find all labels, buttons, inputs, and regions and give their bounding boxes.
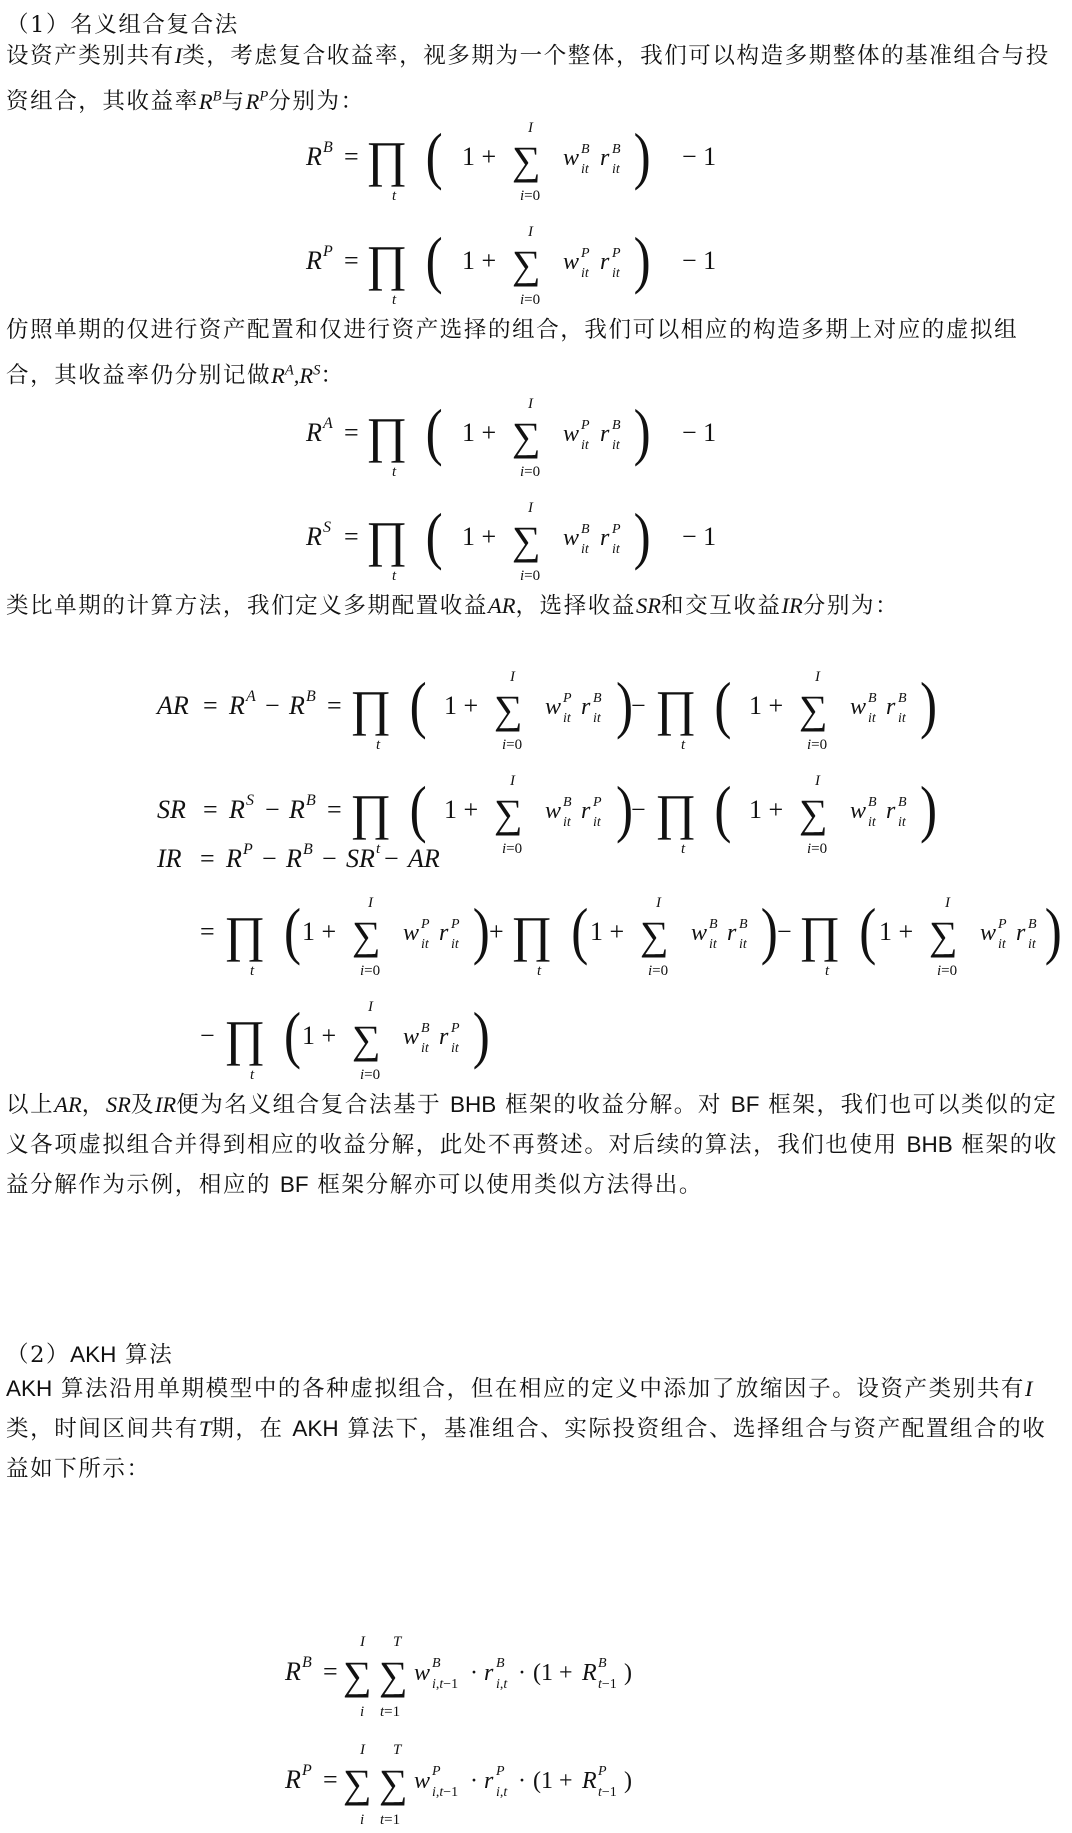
svg-text:R: R — [286, 844, 302, 873]
svg-text:(: ( — [859, 894, 877, 967]
equation-IR-line3 — [200, 999, 490, 1083]
svg-text:=: = — [344, 246, 359, 275]
svg-text:i,t: i,t — [496, 1785, 508, 1800]
svg-text:P: P — [581, 246, 590, 261]
svg-text:P: P — [451, 1021, 460, 1036]
svg-text:it: it — [898, 711, 906, 726]
svg-text:(: ( — [409, 668, 427, 741]
svg-text:i=0: i=0 — [520, 292, 541, 308]
svg-text:∏: ∏ — [655, 680, 697, 736]
svg-text:i=0: i=0 — [807, 737, 828, 753]
svg-text:): ) — [633, 223, 651, 296]
svg-text:it: it — [868, 711, 876, 726]
svg-text:− 1: − 1 — [682, 418, 717, 447]
svg-text:R: R — [229, 691, 245, 720]
svg-text:∑: ∑ — [640, 913, 669, 958]
svg-text:S: S — [246, 792, 254, 809]
svg-text:=: = — [203, 795, 218, 824]
svg-text:− 1: − 1 — [682, 522, 717, 551]
svg-text:it: it — [581, 266, 589, 281]
svg-text:P: P — [612, 522, 621, 537]
svg-text:∏: ∏ — [366, 511, 408, 567]
svg-text:=: = — [327, 691, 342, 720]
svg-text:): ) — [633, 119, 651, 192]
svg-text:i,t−1: i,t−1 — [432, 1785, 459, 1800]
svg-text:P: P — [432, 1764, 441, 1779]
equation-AR — [155, 669, 937, 753]
svg-text:I: I — [528, 396, 533, 412]
svg-text:B: B — [432, 1656, 441, 1671]
svg-text:P: P — [998, 917, 1007, 932]
svg-text:1 +: 1 + — [749, 691, 784, 720]
svg-text:− 1: − 1 — [682, 246, 717, 275]
svg-text:T: T — [393, 1742, 402, 1758]
svg-text:∑: ∑ — [929, 913, 958, 958]
svg-text:w: w — [403, 920, 420, 946]
svg-text:A: A — [323, 415, 333, 432]
svg-text:·: · — [470, 1660, 478, 1686]
svg-text:w: w — [563, 145, 580, 171]
svg-text:r: r — [600, 421, 610, 447]
svg-text:r: r — [439, 1024, 449, 1050]
svg-text:B: B — [306, 792, 316, 809]
svg-text:=: = — [203, 691, 218, 720]
svg-text:∑: ∑ — [799, 791, 828, 836]
svg-text:w: w — [403, 1024, 420, 1050]
svg-text:i=0: i=0 — [360, 963, 381, 979]
svg-text:I: I — [360, 1634, 365, 1650]
svg-text:−: − — [265, 795, 280, 824]
svg-text:−: − — [777, 917, 792, 946]
svg-text:=: = — [344, 522, 359, 551]
svg-text:r: r — [581, 798, 591, 824]
svg-text:i=0: i=0 — [520, 568, 541, 584]
analogy-paragraph: 类比单期的计算方法，我们定义多期配置收益AR，选择收益SR和交互收益IR分别为： — [6, 593, 900, 619]
svg-text:∏: ∏ — [224, 906, 266, 962]
svg-text:∏: ∏ — [350, 784, 392, 840]
svg-text:(1 +: (1 + — [533, 1660, 573, 1686]
svg-text:+: + — [489, 917, 504, 946]
svg-text:B: B — [563, 795, 572, 810]
svg-text:P: P — [593, 795, 602, 810]
svg-text:r: r — [886, 694, 896, 720]
svg-text:∏: ∏ — [366, 235, 408, 291]
svg-text:=: = — [344, 142, 359, 171]
svg-text:w: w — [850, 694, 867, 720]
svg-text:(: ( — [714, 668, 732, 741]
equation-RA — [305, 396, 716, 480]
svg-text:A: A — [246, 688, 256, 705]
svg-text:t: t — [681, 737, 686, 753]
svg-text:=: = — [344, 418, 359, 447]
svg-text:t: t — [392, 188, 397, 204]
svg-text:it: it — [612, 542, 620, 557]
svg-text:w: w — [980, 920, 997, 946]
svg-text:t: t — [250, 963, 255, 979]
svg-text:=: = — [200, 844, 215, 873]
svg-text:∏: ∏ — [511, 906, 553, 962]
svg-text:w: w — [414, 1660, 431, 1686]
svg-text:I: I — [528, 224, 533, 240]
svg-text:B: B — [598, 1656, 607, 1671]
svg-text:P: P — [612, 246, 621, 261]
svg-text:i=0: i=0 — [520, 464, 541, 480]
svg-text:1 +: 1 + — [749, 795, 784, 824]
svg-text:∑: ∑ — [379, 1761, 408, 1806]
svg-text:I: I — [368, 895, 373, 911]
svg-text:I: I — [815, 773, 820, 789]
svg-text:P: P — [496, 1764, 505, 1779]
svg-text:B: B — [593, 691, 602, 706]
svg-text:it: it — [593, 711, 601, 726]
svg-text:it: it — [612, 438, 620, 453]
svg-text:r: r — [600, 525, 610, 551]
svg-text:R: R — [229, 795, 245, 824]
svg-text:): ) — [920, 772, 938, 845]
svg-text:B: B — [303, 841, 313, 858]
svg-text:(: ( — [425, 119, 443, 192]
svg-text:r: r — [886, 798, 896, 824]
svg-text:t=1: t=1 — [380, 1704, 401, 1720]
akh-paragraph: AKH 算法沿用单期模型中的各种虚拟组合，但在相应的定义中添加了放缩因子。设资产类别共有I类，时间区间共有T期，在 AKH 算法下，基准组合、实际投资组合、选择组合与资产配置组合的收益如下所示： — [6, 1376, 1047, 1482]
svg-text:=: = — [323, 1765, 338, 1794]
svg-text:∏: ∏ — [366, 131, 408, 187]
svg-text:(1 +: (1 + — [533, 1768, 573, 1794]
equation-AKH-RP — [284, 1742, 632, 1828]
svg-text:∑: ∑ — [799, 687, 828, 732]
svg-text:−: − — [631, 795, 646, 824]
svg-text:): ) — [624, 1768, 632, 1794]
svg-text:w: w — [563, 525, 580, 551]
svg-text:it: it — [709, 937, 717, 952]
svg-text:∏: ∏ — [224, 1010, 266, 1066]
svg-text:I: I — [528, 500, 533, 516]
svg-text:B: B — [868, 795, 877, 810]
svg-text:r: r — [600, 249, 610, 275]
svg-text:i=0: i=0 — [520, 188, 541, 204]
svg-text:): ) — [616, 668, 634, 741]
svg-text:t: t — [537, 963, 542, 979]
svg-text:∏: ∏ — [799, 906, 841, 962]
svg-text:it: it — [451, 1041, 459, 1056]
svg-text:R: R — [285, 1657, 301, 1686]
svg-text:1 +: 1 + — [590, 917, 625, 946]
svg-text:R: R — [582, 1660, 597, 1686]
svg-text:·: · — [470, 1768, 478, 1794]
svg-text:1 +: 1 + — [302, 917, 337, 946]
svg-text:(: ( — [409, 772, 427, 845]
svg-text:∑: ∑ — [379, 1653, 408, 1698]
svg-text:∑: ∑ — [512, 138, 541, 183]
svg-text:i=0: i=0 — [502, 841, 523, 857]
svg-text:t=1: t=1 — [380, 1812, 401, 1828]
svg-text:=: = — [327, 795, 342, 824]
svg-text:): ) — [760, 894, 778, 967]
svg-text:it: it — [581, 542, 589, 557]
svg-text:r: r — [581, 694, 591, 720]
equation-RB — [305, 120, 716, 204]
svg-text:B: B — [496, 1656, 505, 1671]
svg-text:SR: SR — [346, 844, 375, 873]
svg-text:I: I — [510, 773, 515, 789]
svg-text:(: ( — [425, 395, 443, 468]
svg-text:∏: ∏ — [655, 784, 697, 840]
svg-text:it: it — [998, 937, 1006, 952]
svg-text:1 +: 1 + — [879, 917, 914, 946]
svg-text:it: it — [421, 937, 429, 952]
svg-text:w: w — [414, 1768, 431, 1794]
equation-IR-line1 — [156, 841, 440, 873]
svg-text:1 +: 1 + — [302, 1021, 337, 1050]
svg-text:it: it — [563, 711, 571, 726]
svg-text:(: ( — [571, 894, 589, 967]
svg-text:t: t — [392, 464, 397, 480]
svg-text:I: I — [656, 895, 661, 911]
svg-text:r: r — [600, 145, 610, 171]
svg-text:R: R — [226, 844, 242, 873]
svg-text:I: I — [368, 999, 373, 1015]
svg-text:r: r — [1016, 920, 1026, 946]
equation-RS — [305, 500, 716, 584]
svg-text:∑: ∑ — [343, 1653, 372, 1698]
svg-text:1 +: 1 + — [444, 795, 479, 824]
svg-text:P: P — [581, 418, 590, 433]
svg-text:): ) — [616, 772, 634, 845]
equation-IR-line2 — [200, 895, 1062, 979]
svg-text:B: B — [898, 691, 907, 706]
svg-text:R: R — [306, 522, 322, 551]
svg-text:(: ( — [425, 499, 443, 572]
svg-text:i=0: i=0 — [648, 963, 669, 979]
svg-text:−: − — [322, 844, 337, 873]
svg-text:r: r — [727, 920, 737, 946]
svg-text:1 +: 1 + — [462, 246, 497, 275]
intro-paragraph: 设资产类别共有I类，考虑复合收益率，视多期为一个整体，我们可以构造多期整体的基准组合与投资组合，其收益率$R^B$与$R^P$分别为： — [6, 43, 1050, 115]
svg-text:B: B — [739, 917, 748, 932]
svg-text:∑: ∑ — [494, 687, 523, 732]
svg-text:R: R — [306, 418, 322, 447]
svg-text:w: w — [563, 249, 580, 275]
svg-text:B: B — [306, 688, 316, 705]
svg-text:t: t — [392, 568, 397, 584]
svg-text:∑: ∑ — [512, 242, 541, 287]
svg-text:I: I — [945, 895, 950, 911]
svg-text:i=0: i=0 — [502, 737, 523, 753]
svg-text:S: S — [323, 519, 331, 536]
svg-text:∑: ∑ — [343, 1761, 372, 1806]
svg-text:): ) — [633, 499, 651, 572]
svg-text:∑: ∑ — [512, 518, 541, 563]
svg-text:P: P — [563, 691, 572, 706]
svg-text:t−1: t−1 — [598, 1785, 617, 1800]
svg-text:(: ( — [714, 772, 732, 845]
svg-text:∑: ∑ — [352, 913, 381, 958]
svg-text:−: − — [631, 691, 646, 720]
equation-AKH-RB — [284, 1634, 632, 1720]
svg-text:w: w — [545, 694, 562, 720]
svg-text:B: B — [709, 917, 718, 932]
svg-text:t: t — [376, 841, 381, 857]
svg-text:B: B — [323, 139, 333, 156]
svg-text:B: B — [868, 691, 877, 706]
svg-text:I: I — [510, 669, 515, 685]
svg-text:i=0: i=0 — [360, 1067, 381, 1083]
svg-text:B: B — [1028, 917, 1037, 932]
svg-text:(: ( — [284, 894, 302, 967]
svg-text:t: t — [250, 1067, 255, 1083]
svg-text:P: P — [243, 841, 253, 858]
svg-text:t: t — [825, 963, 830, 979]
svg-text:∑: ∑ — [352, 1017, 381, 1062]
svg-text:SR: SR — [157, 795, 186, 824]
svg-text:I: I — [815, 669, 820, 685]
svg-text:it: it — [739, 937, 747, 952]
svg-text:R: R — [306, 246, 322, 275]
svg-text:it: it — [421, 1041, 429, 1056]
svg-text:i,t−1: i,t−1 — [432, 1677, 459, 1692]
svg-text:(: ( — [425, 223, 443, 296]
svg-text:B: B — [612, 418, 621, 433]
svg-text:R: R — [289, 691, 305, 720]
svg-text:it: it — [581, 438, 589, 453]
svg-text:i: i — [360, 1704, 365, 1720]
svg-text:P: P — [598, 1764, 607, 1779]
svg-text:t−1: t−1 — [598, 1677, 617, 1692]
svg-text:it: it — [868, 815, 876, 830]
virtual-portfolio-paragraph: 仿照单期的仅进行资产配置和仅进行资产选择的组合，我们可以相应的构造多期上对应的虚拟组合，其收益率仍分别记做$R^A,R^S$： — [6, 317, 1019, 389]
svg-text:(: ( — [284, 998, 302, 1071]
section-heading-2: （2）AKH 算法 — [6, 1342, 174, 1368]
summary-paragraph: 以上AR，SR及IR便为名义组合复合法基于 BHB 框架的收益分解。对 BF 框架，我们也可以类似的定义各项虚拟组合并得到相应的收益分解，此处不再赘述。对后续的算法，我们也使用 BHB 框架的收益分解作为示例，相应的 BF 框架分解亦可以使用类似方法得出。 — [6, 1092, 1058, 1198]
svg-text:r: r — [484, 1660, 494, 1686]
svg-text:it: it — [593, 815, 601, 830]
svg-text:∏: ∏ — [366, 407, 408, 463]
svg-text:−: − — [384, 844, 399, 873]
svg-text:∏: ∏ — [350, 680, 392, 736]
svg-text:·: · — [518, 1768, 526, 1794]
svg-text:−: − — [262, 844, 277, 873]
equation-RP — [305, 224, 716, 308]
svg-text:B: B — [898, 795, 907, 810]
svg-text:·: · — [518, 1660, 526, 1686]
svg-text:=: = — [200, 917, 215, 946]
svg-text:it: it — [563, 815, 571, 830]
svg-text:=: = — [323, 1657, 338, 1686]
svg-text:1 +: 1 + — [462, 522, 497, 551]
svg-text:B: B — [302, 1654, 312, 1671]
svg-text:I: I — [528, 120, 533, 136]
svg-text:i,t: i,t — [496, 1677, 508, 1692]
svg-text:1 +: 1 + — [444, 691, 479, 720]
svg-text:w: w — [850, 798, 867, 824]
svg-text:it: it — [612, 266, 620, 281]
svg-text:i=0: i=0 — [807, 841, 828, 857]
svg-text:): ) — [472, 894, 490, 967]
svg-text:r: r — [439, 920, 449, 946]
svg-text:P: P — [421, 917, 430, 932]
svg-text:B: B — [581, 522, 590, 537]
svg-text:IR: IR — [157, 844, 182, 873]
svg-text:B: B — [612, 142, 621, 157]
svg-text:): ) — [920, 668, 938, 741]
section-heading-1: （1）名义组合复合法 — [6, 12, 239, 38]
svg-text:P: P — [302, 1762, 312, 1779]
svg-text:): ) — [472, 998, 490, 1071]
svg-text:− 1: − 1 — [682, 142, 717, 171]
svg-text:I: I — [360, 1742, 365, 1758]
svg-text:R: R — [582, 1768, 597, 1794]
svg-text:B: B — [581, 142, 590, 157]
svg-text:−: − — [200, 1021, 215, 1050]
svg-text:it: it — [612, 162, 620, 177]
svg-text:AR: AR — [157, 691, 189, 720]
svg-text:R: R — [306, 142, 322, 171]
svg-text:1 +: 1 + — [462, 418, 497, 447]
svg-text:it: it — [451, 937, 459, 952]
svg-text:−: − — [265, 691, 280, 720]
svg-text:∑: ∑ — [512, 414, 541, 459]
svg-text:R: R — [289, 795, 305, 824]
svg-text:t: t — [376, 737, 381, 753]
svg-text:w: w — [691, 920, 708, 946]
svg-text:AR: AR — [408, 844, 440, 873]
svg-text:P: P — [451, 917, 460, 932]
svg-text:): ) — [633, 395, 651, 468]
svg-text:w: w — [563, 421, 580, 447]
svg-text:B: B — [421, 1021, 430, 1036]
svg-text:it: it — [1028, 937, 1036, 952]
svg-text:1 +: 1 + — [462, 142, 497, 171]
svg-text:T: T — [393, 1634, 402, 1650]
svg-text:): ) — [624, 1660, 632, 1686]
svg-text:i=0: i=0 — [937, 963, 958, 979]
svg-text:r: r — [484, 1768, 494, 1794]
svg-text:P: P — [323, 243, 333, 260]
svg-text:it: it — [898, 815, 906, 830]
svg-text:): ) — [1044, 894, 1062, 967]
svg-text:w: w — [545, 798, 562, 824]
svg-text:t: t — [681, 841, 686, 857]
svg-text:it: it — [581, 162, 589, 177]
svg-text:∑: ∑ — [494, 791, 523, 836]
svg-text:t: t — [392, 292, 397, 308]
svg-text:i: i — [360, 1812, 365, 1828]
svg-text:R: R — [285, 1765, 301, 1794]
